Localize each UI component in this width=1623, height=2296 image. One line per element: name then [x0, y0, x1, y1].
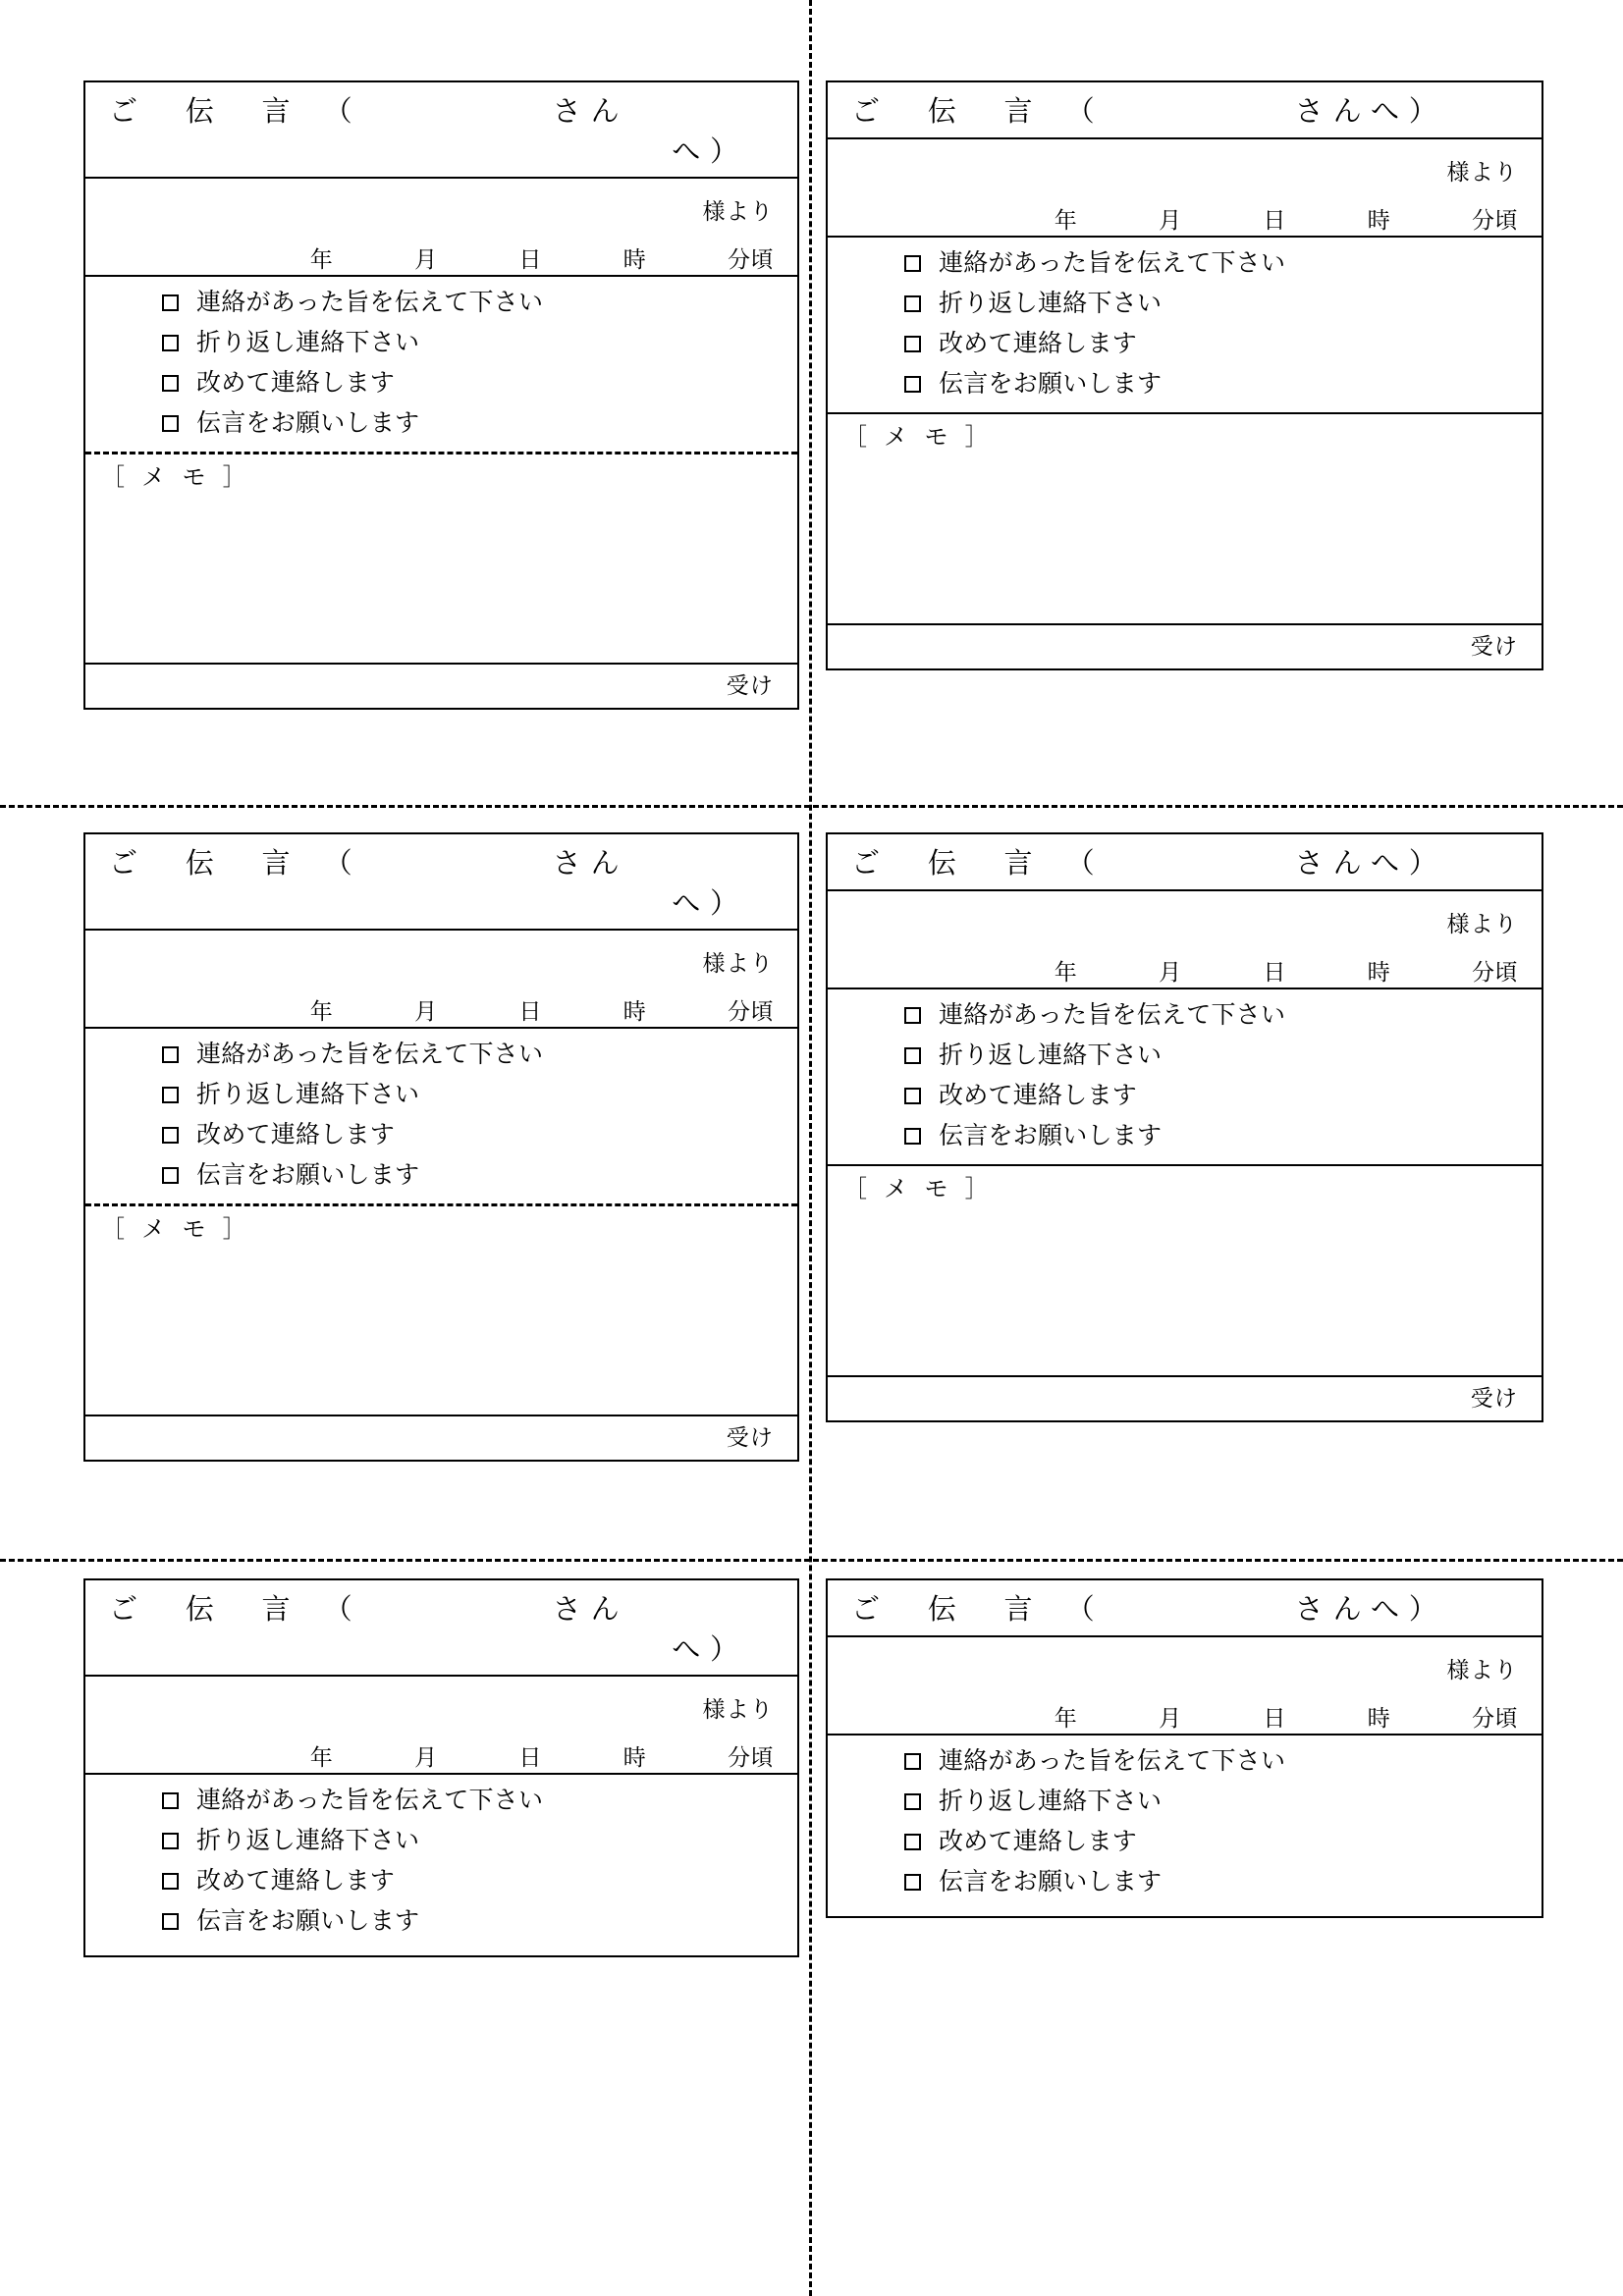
checkbox-row[interactable]: [162, 1123, 797, 1148]
checkbox-row[interactable]: [904, 1830, 1542, 1854]
checkbox-list: [85, 1775, 797, 1955]
memo-label: ［ メ モ ］: [843, 1176, 994, 1202]
checkbox-row[interactable]: [904, 332, 1542, 356]
checkbox-row[interactable]: [162, 1042, 797, 1067]
minute-label: 分頃: [728, 998, 774, 1024]
card-header: [828, 82, 1542, 139]
memo-card: [826, 832, 1543, 1422]
checkbox-empty-icon[interactable]: [162, 1127, 179, 1144]
card-header-title: ご 伝 言 （ さんへ）: [851, 848, 1447, 880]
receiver-label: 受け: [726, 672, 774, 698]
checkbox-empty-icon[interactable]: [904, 1834, 921, 1850]
card-header: [85, 1580, 797, 1677]
hour-label: 時: [622, 998, 647, 1024]
checkbox-row[interactable]: [904, 1789, 1542, 1814]
minute-label: 分頃: [1472, 959, 1518, 985]
from-label: 様より: [702, 950, 774, 976]
receiver-label: 受け: [1470, 1385, 1518, 1411]
from-and-date-block: [85, 931, 797, 1029]
checkbox-row[interactable]: [904, 1084, 1542, 1108]
card-header: [85, 834, 797, 931]
memo-card: [83, 1578, 799, 1957]
year-label: 年: [309, 998, 334, 1024]
memo-label: ［ メ モ ］: [101, 1216, 251, 1243]
receiver-footer: [85, 1415, 797, 1460]
receiver-label: 受け: [1470, 633, 1518, 659]
card-header: [828, 1580, 1542, 1637]
memo-card-cell-row3-right: [809, 1559, 1623, 2296]
day-label: 日: [518, 998, 542, 1024]
checkbox-empty-icon[interactable]: [904, 336, 921, 352]
checkbox-row[interactable]: [162, 291, 797, 315]
checkbox-label: 改めて連絡します: [939, 330, 1138, 357]
checkbox-empty-icon[interactable]: [904, 376, 921, 393]
checkbox-empty-icon[interactable]: [162, 1833, 179, 1849]
checkbox-empty-icon[interactable]: [162, 294, 179, 311]
checkbox-label: 連絡があった旨を伝えて下さい: [196, 1787, 544, 1814]
checkbox-empty-icon[interactable]: [904, 1088, 921, 1104]
from-label: 様より: [702, 198, 774, 224]
year-label: 年: [1054, 1705, 1078, 1731]
checkbox-empty-icon[interactable]: [904, 1874, 921, 1891]
checkbox-row[interactable]: [904, 372, 1542, 397]
checkbox-label: 連絡があった旨を伝えて下さい: [939, 1747, 1286, 1775]
year-label: 年: [1054, 207, 1078, 233]
datetime-row: [851, 1682, 1518, 1730]
checkbox-row[interactable]: [904, 292, 1542, 316]
from-and-date-block: [85, 179, 797, 277]
checkbox-label: 連絡があった旨を伝えて下さい: [196, 1041, 544, 1068]
day-label: 日: [518, 246, 542, 272]
card-header-title-line2: へ）: [672, 1634, 748, 1667]
year-label: 年: [309, 246, 334, 272]
checkbox-label: 伝言をお願いします: [196, 1907, 420, 1935]
hour-label: 時: [1367, 1705, 1391, 1731]
checkbox-row[interactable]: [162, 1829, 797, 1853]
memo-card-cell-row2-left: [0, 805, 809, 1559]
from-and-date-block: [828, 891, 1542, 989]
month-label: 月: [1159, 207, 1182, 233]
checkbox-empty-icon[interactable]: [162, 1087, 179, 1103]
receiver-footer: [828, 1375, 1542, 1420]
checkbox-label: 伝言をお願いします: [939, 1868, 1163, 1896]
checkbox-empty-icon[interactable]: [162, 1873, 179, 1890]
memo-card: [826, 80, 1543, 670]
checkbox-label: 折り返し連絡下さい: [196, 1827, 420, 1854]
checkbox-empty-icon[interactable]: [904, 295, 921, 312]
checkbox-row[interactable]: [162, 1163, 797, 1188]
card-header-title: ご 伝 言 （ さんへ）: [851, 1594, 1447, 1626]
checkbox-empty-icon[interactable]: [904, 1793, 921, 1810]
month-label: 月: [1159, 959, 1182, 985]
year-label: 年: [309, 1744, 334, 1770]
minute-label: 分頃: [1472, 1705, 1518, 1731]
checkbox-empty-icon[interactable]: [162, 415, 179, 432]
from-label: 様より: [1446, 1657, 1518, 1682]
checkbox-label: 折り返し連絡下さい: [939, 290, 1163, 317]
checkbox-label: 折り返し連絡下さい: [196, 1081, 420, 1108]
checkbox-row[interactable]: [162, 331, 797, 355]
datetime-row: [109, 223, 774, 271]
checkbox-label: 改めて連絡します: [196, 1867, 396, 1895]
checkbox-label: 折り返し連絡下さい: [939, 1041, 1163, 1069]
memo-label: ［ メ モ ］: [843, 424, 994, 451]
checkbox-empty-icon[interactable]: [904, 1128, 921, 1145]
memo-area[interactable]: [828, 1164, 1542, 1375]
minute-label: 分頃: [728, 1744, 774, 1770]
card-header-title-line2: へ）: [672, 888, 748, 921]
checkbox-row[interactable]: [162, 411, 797, 436]
minute-label: 分頃: [728, 246, 774, 272]
checkbox-label: 連絡があった旨を伝えて下さい: [196, 289, 544, 316]
checkbox-empty-icon[interactable]: [904, 1007, 921, 1024]
checkbox-label: 伝言をお願いします: [196, 1161, 420, 1189]
day-label: 日: [1263, 1705, 1286, 1731]
checkbox-empty-icon[interactable]: [162, 1046, 179, 1063]
month-label: 月: [1159, 1705, 1182, 1731]
checkbox-list: [85, 277, 797, 452]
checkbox-list: [828, 1735, 1542, 1916]
checkbox-empty-icon[interactable]: [162, 335, 179, 351]
checkbox-row[interactable]: [904, 1043, 1542, 1068]
receiver-footer: [85, 663, 797, 708]
checkbox-label: 折り返し連絡下さい: [939, 1788, 1163, 1815]
checkbox-row[interactable]: [162, 1869, 797, 1894]
day-label: 日: [1263, 207, 1286, 233]
from-and-date-block: [828, 1637, 1542, 1735]
checkbox-list: [828, 989, 1542, 1164]
from-label: 様より: [1446, 911, 1518, 936]
memo-card: [83, 80, 799, 710]
checkbox-label: 伝言をお願いします: [196, 409, 420, 437]
card-header-title: ご 伝 言 （ さんへ）: [851, 96, 1447, 128]
from-and-date-block: [828, 139, 1542, 238]
receiver-label: 受け: [726, 1424, 774, 1450]
month-label: 月: [414, 998, 438, 1024]
memo-label: ［ メ モ ］: [101, 464, 251, 491]
card-header-title-line2: へ）: [672, 136, 748, 169]
hour-label: 時: [622, 1744, 647, 1770]
day-label: 日: [518, 1744, 542, 1770]
checkbox-empty-icon[interactable]: [904, 1753, 921, 1770]
checkbox-label: 改めて連絡します: [939, 1828, 1138, 1855]
checkbox-list: [828, 238, 1542, 412]
checkbox-row[interactable]: [904, 251, 1542, 276]
memo-card-cell-row1-right: [809, 0, 1623, 805]
receiver-footer: [828, 623, 1542, 668]
day-label: 日: [1263, 959, 1286, 985]
checkbox-empty-icon[interactable]: [162, 1167, 179, 1184]
hour-label: 時: [1367, 959, 1391, 985]
datetime-row: [109, 1721, 774, 1769]
checkbox-row[interactable]: [162, 1083, 797, 1107]
checkbox-label: 連絡があった旨を伝えて下さい: [939, 1001, 1286, 1029]
checkbox-label: 改めて連絡します: [196, 369, 396, 397]
checkbox-row[interactable]: [162, 1789, 797, 1813]
year-label: 年: [1054, 959, 1078, 985]
card-header: [828, 834, 1542, 891]
hour-label: 時: [622, 246, 647, 272]
checkbox-empty-icon[interactable]: [162, 375, 179, 392]
checkbox-empty-icon[interactable]: [162, 1913, 179, 1930]
card-header-title-line1: ご 伝 言 （ さん: [109, 1594, 629, 1626]
minute-label: 分頃: [1472, 207, 1518, 233]
from-and-date-block: [85, 1677, 797, 1775]
checkbox-row[interactable]: [904, 1124, 1542, 1148]
memo-card-cell-row2-right: [809, 805, 1623, 1559]
checkbox-label: 改めて連絡します: [939, 1082, 1138, 1109]
memo-card: [826, 1578, 1543, 1918]
card-header-title-line1: ご 伝 言 （ さん: [109, 96, 629, 128]
checkbox-label: 連絡があった旨を伝えて下さい: [939, 249, 1286, 277]
hour-label: 時: [1367, 207, 1391, 233]
month-label: 月: [414, 1744, 438, 1770]
from-label: 様より: [1446, 159, 1518, 185]
checkbox-row[interactable]: [162, 371, 797, 396]
checkbox-list: [85, 1029, 797, 1203]
checkbox-label: 改めて連絡します: [196, 1121, 396, 1148]
checkbox-empty-icon[interactable]: [904, 1047, 921, 1064]
card-header: [85, 82, 797, 179]
memo-card-cell-row1-left: [0, 0, 809, 805]
memo-area[interactable]: [828, 412, 1542, 623]
month-label: 月: [414, 246, 438, 272]
from-label: 様より: [702, 1696, 774, 1722]
checkbox-empty-icon[interactable]: [904, 255, 921, 272]
checkbox-label: 伝言をお願いします: [939, 1122, 1163, 1149]
checkbox-empty-icon[interactable]: [162, 1792, 179, 1809]
memo-card-cell-row3-left: [0, 1559, 809, 2296]
checkbox-label: 伝言をお願いします: [939, 370, 1163, 398]
datetime-row: [851, 184, 1518, 232]
memo-area[interactable]: [85, 1203, 797, 1415]
datetime-row: [109, 975, 774, 1023]
checkbox-row[interactable]: [162, 1909, 797, 1934]
card-header-title-line1: ご 伝 言 （ さん: [109, 848, 629, 880]
memo-area[interactable]: [85, 452, 797, 663]
checkbox-row[interactable]: [904, 1749, 1542, 1774]
checkbox-label: 折り返し連絡下さい: [196, 329, 420, 356]
datetime-row: [851, 935, 1518, 984]
memo-card: [83, 832, 799, 1462]
checkbox-row[interactable]: [904, 1870, 1542, 1895]
checkbox-row[interactable]: [904, 1003, 1542, 1028]
